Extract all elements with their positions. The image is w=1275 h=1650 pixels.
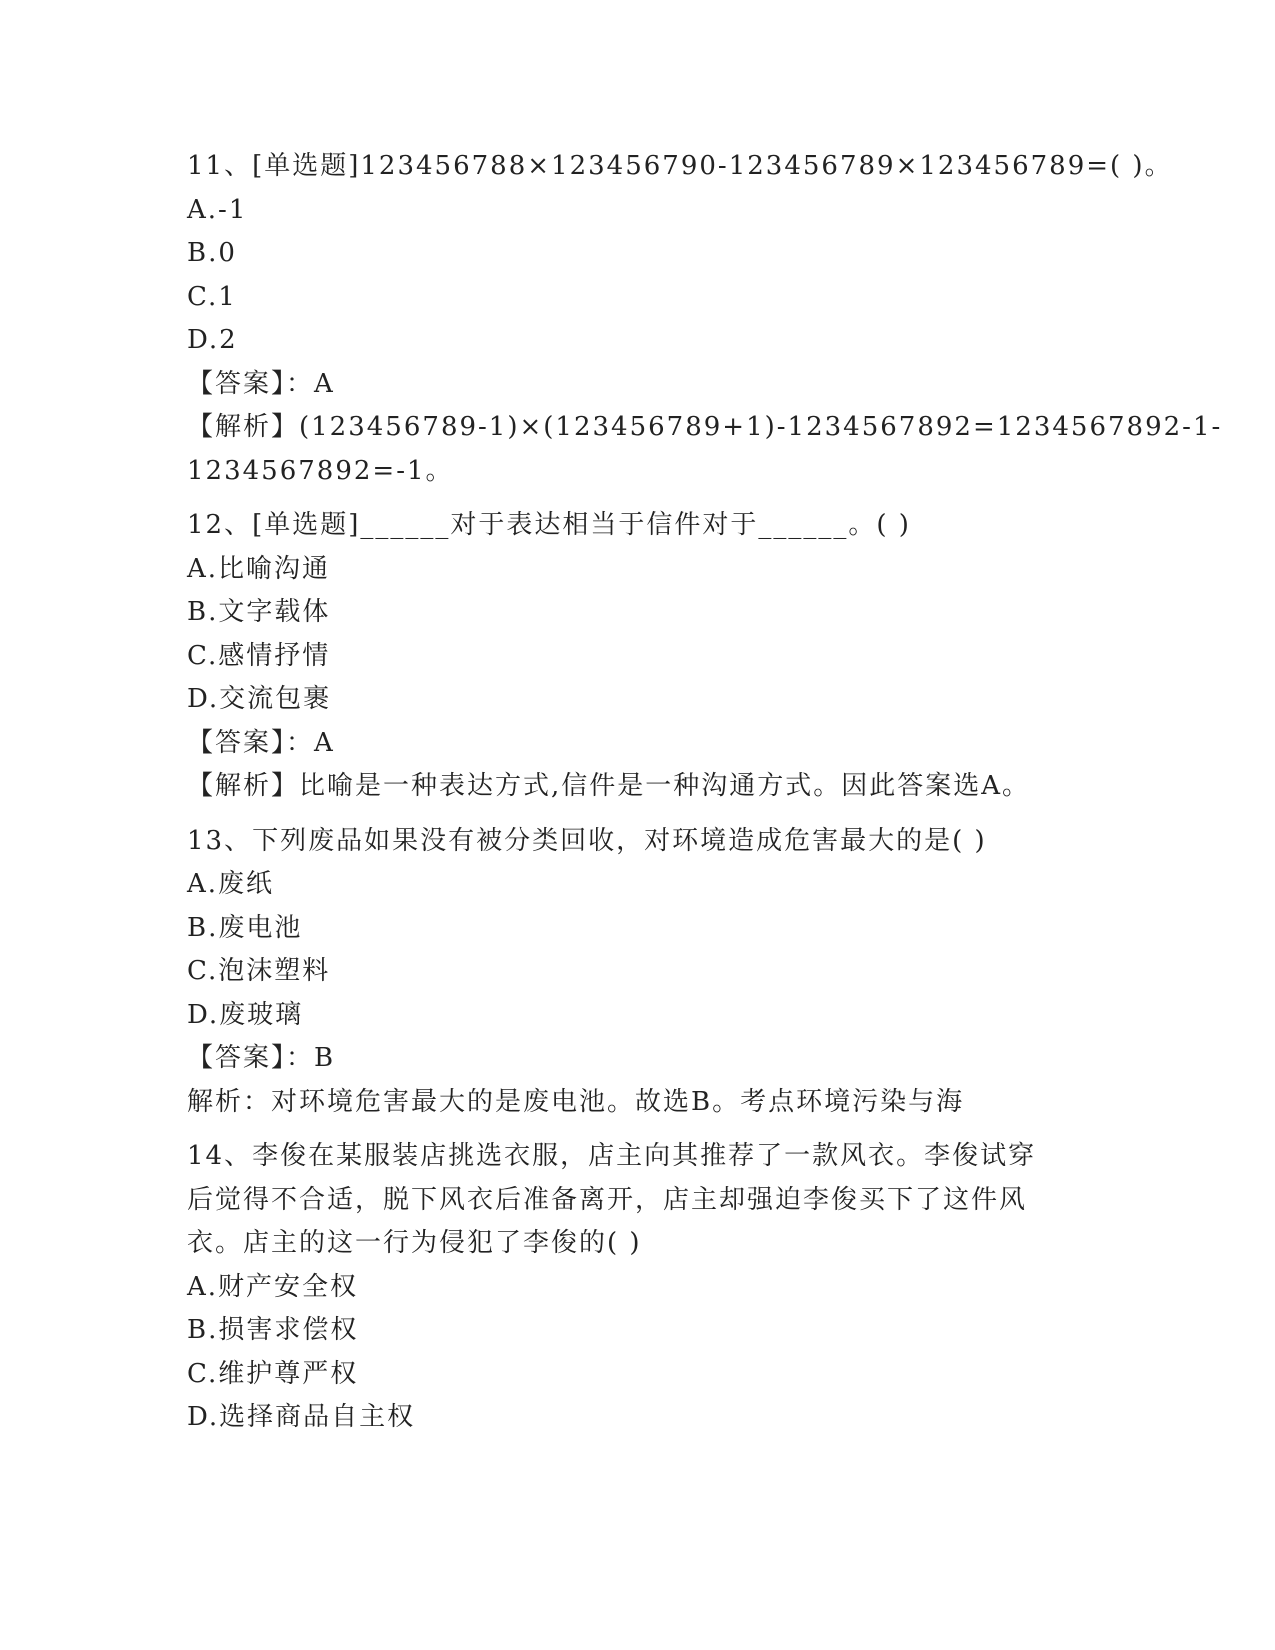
option-c: C.维护尊严权 bbox=[187, 1358, 359, 1389]
question-14 bbox=[187, 1135, 1087, 1440]
option-b: B.0 bbox=[187, 238, 237, 268]
question-12 bbox=[187, 504, 1087, 809]
option-d: D.交流包裹 bbox=[187, 684, 332, 714]
option-c: C.感情抒情 bbox=[187, 640, 331, 671]
answer: 【答案】：A bbox=[187, 368, 335, 399]
question-stem: 13、下列废品如果没有被分类回收，对环境造成危害最大的是( ) bbox=[187, 825, 987, 856]
question-stem: 11、[单选题]123456788×123456790-123456789×123456789=( )。 bbox=[187, 151, 1173, 181]
option-a: A.比喻沟通 bbox=[187, 553, 331, 584]
analysis: 【解析】(123456789-1)×(123456789+1)-1234567892=1234567892-1- bbox=[187, 412, 1223, 442]
analysis: 解析：对环境危害最大的是废电池。故选B。考点环境污染与海 bbox=[187, 1086, 965, 1117]
question-11 bbox=[187, 145, 1223, 493]
option-d: D.2 bbox=[187, 325, 238, 355]
option-a: A.废纸 bbox=[187, 869, 275, 899]
answer: 【答案】：B bbox=[187, 1043, 336, 1073]
analysis-continued: 1234567892=-1。 bbox=[187, 455, 454, 486]
option-d: D.选择商品自主权 bbox=[187, 1402, 416, 1432]
option-a: A.财产安全权 bbox=[187, 1271, 359, 1302]
option-d: D.废玻璃 bbox=[187, 999, 304, 1030]
answer: 【答案】：A bbox=[187, 727, 335, 758]
option-c: C.泡沫塑料 bbox=[187, 956, 331, 986]
option-a: A.-1 bbox=[187, 194, 248, 225]
question-stem-continued: 后觉得不合适，脱下风衣后准备离开，店主却强迫李俊买下了这件风 bbox=[187, 1184, 1028, 1215]
option-b: B.损害求偿权 bbox=[187, 1315, 359, 1345]
question-stem: 12、[单选题]______对于表达相当于信件对于______。( ) bbox=[187, 510, 911, 540]
option-c: C.1 bbox=[187, 281, 237, 312]
option-b: B.文字载体 bbox=[187, 597, 331, 627]
analysis: 【解析】比喻是一种表达方式,信件是一种沟通方式。因此答案选A。 bbox=[187, 771, 1031, 801]
question-stem-continued: 衣。店主的这一行为侵犯了李俊的( ) bbox=[187, 1228, 642, 1258]
document-content bbox=[187, 145, 1223, 1440]
question-13 bbox=[187, 820, 1087, 1125]
question-stem: 14、李俊在某服装店挑选衣服，店主向其推荐了一款风衣。李俊试穿 bbox=[187, 1141, 1037, 1171]
option-b: B.废电池 bbox=[187, 912, 303, 943]
